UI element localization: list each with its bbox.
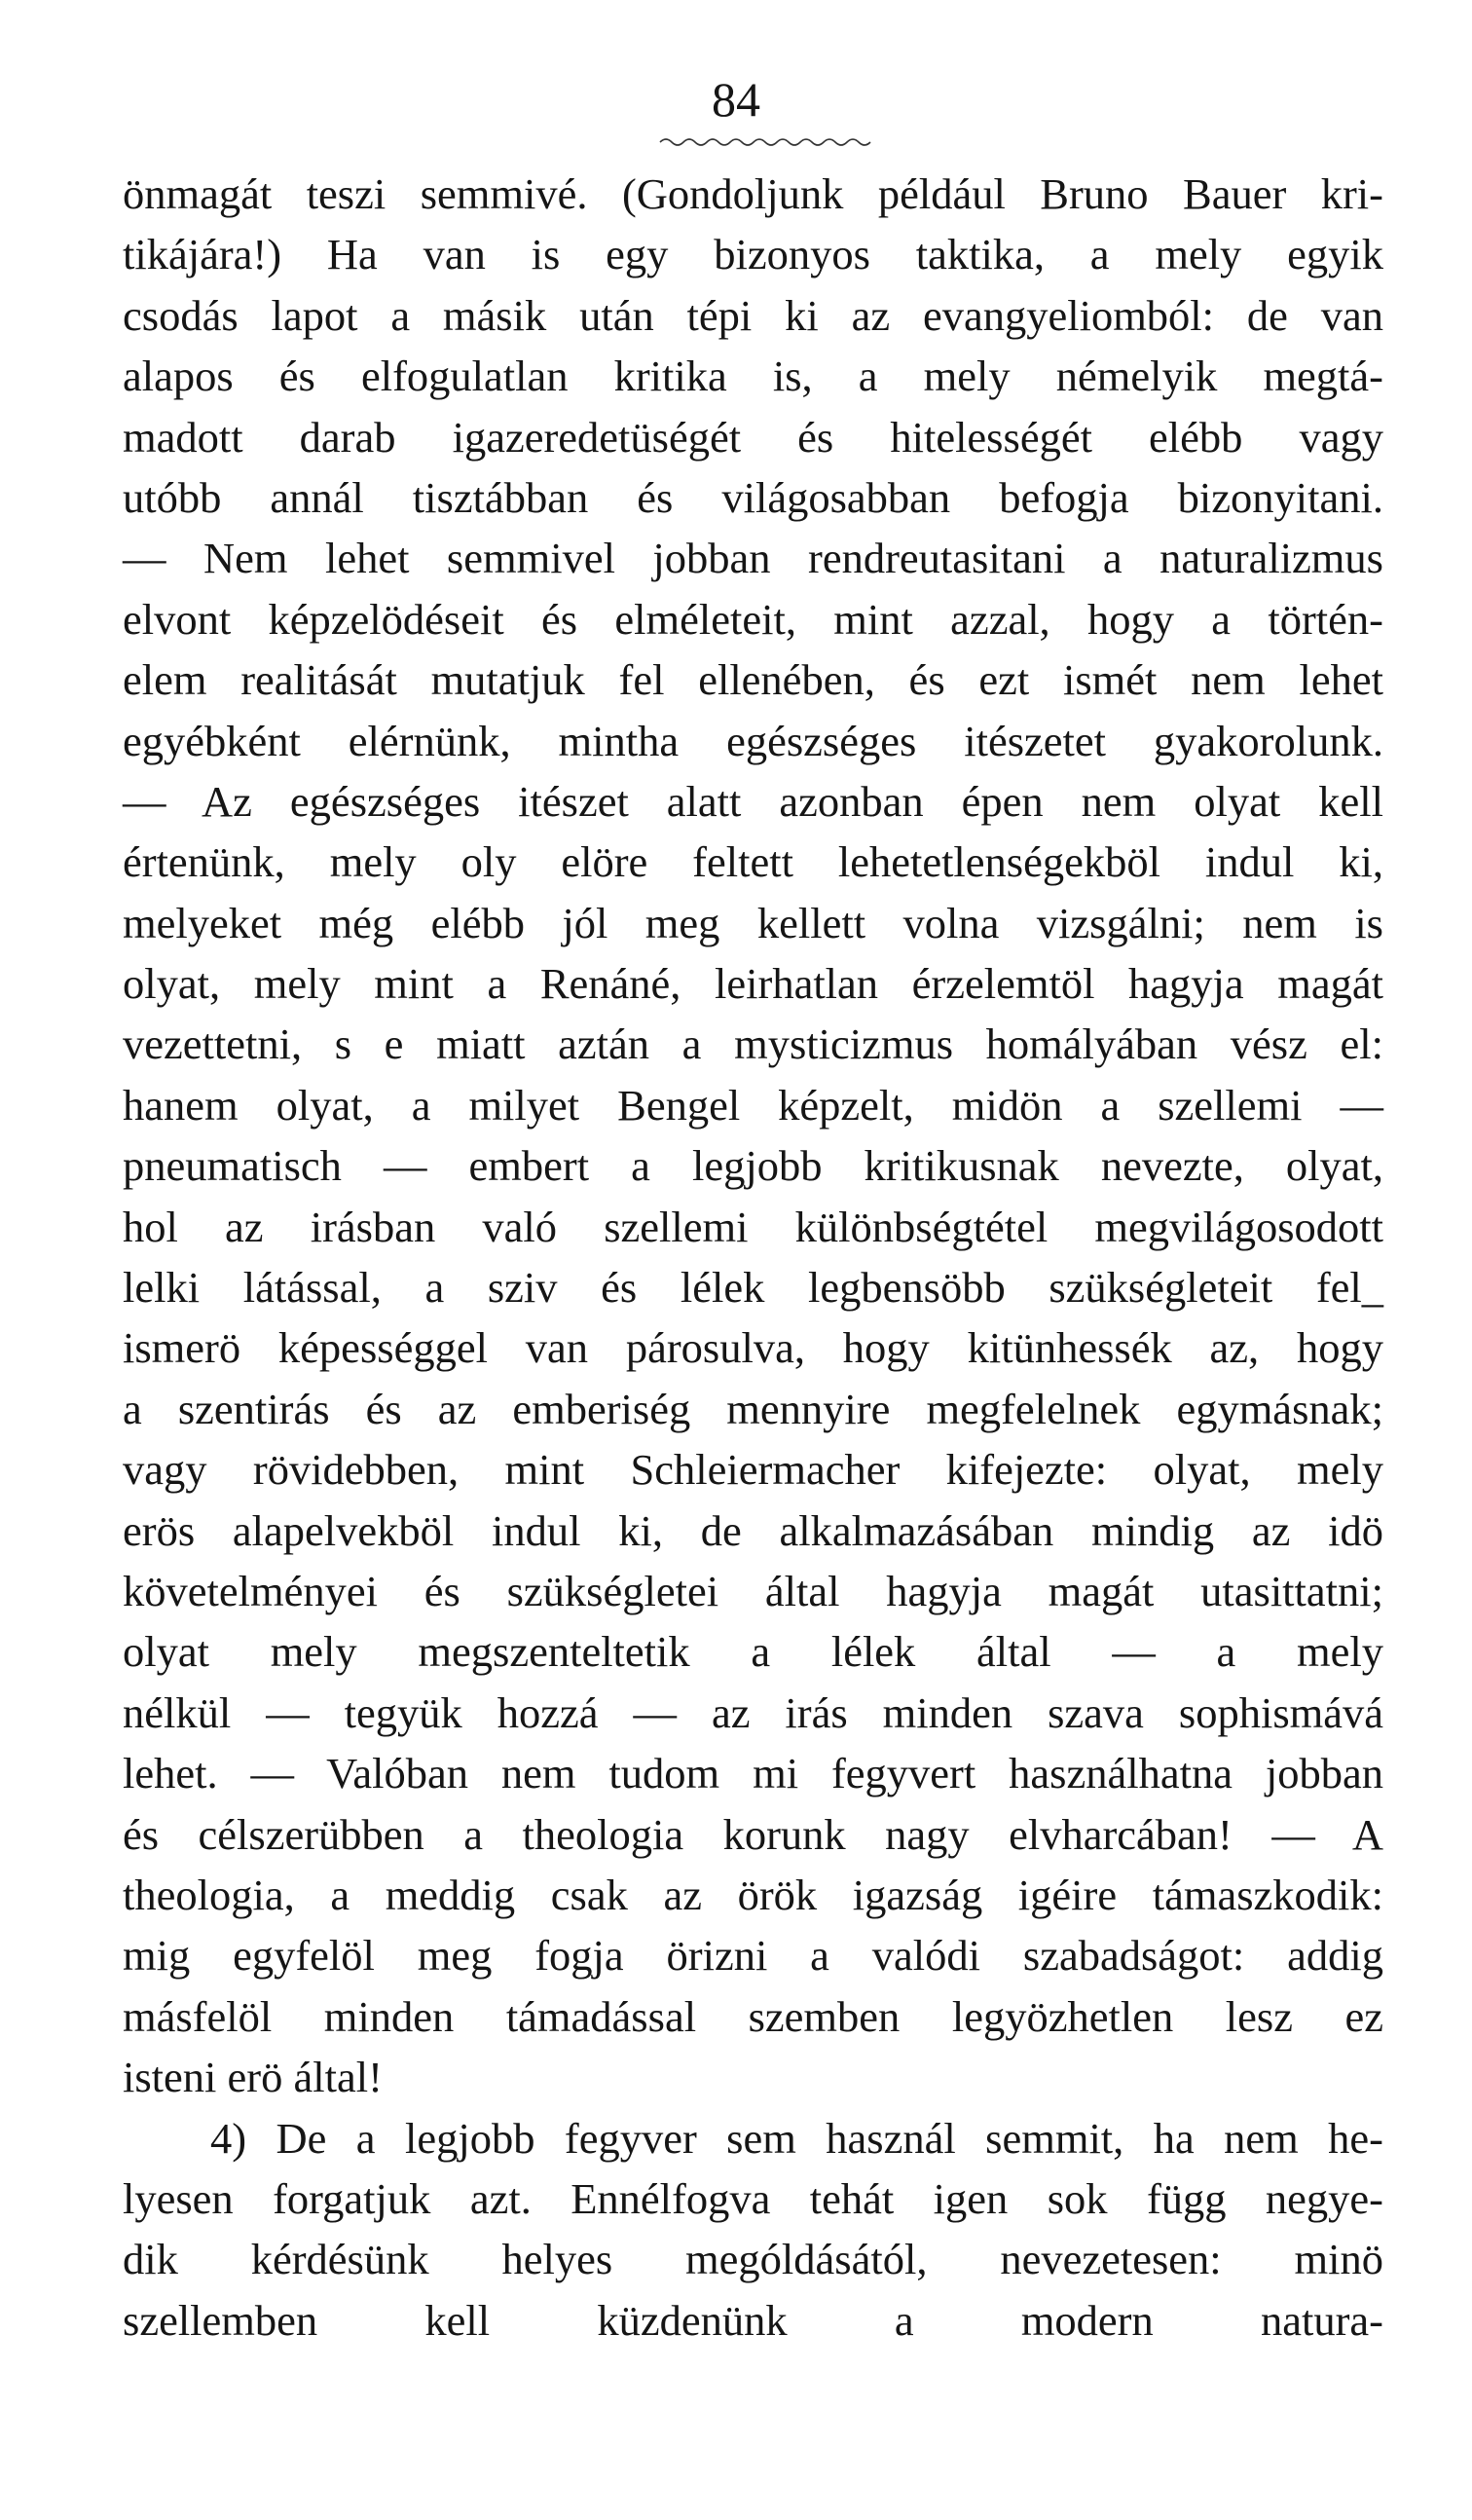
text-line: másfelöl minden támadással szemben legyözhetlen lesz ez <box>123 1991 1383 2041</box>
text-line: lelki látással, a sziv és lélek legbensöbb szükségleteit fel_ <box>123 1263 1383 1313</box>
text-line: ismerö képességgel van párosulva, hogy kitünhessék az, hogy <box>123 1323 1383 1373</box>
text-line: alapos és elfogulatlan kritika is, a mely némelyik megtá- <box>123 352 1383 401</box>
text-line: madott darab igazeredetüségét és hitelességét elébb vagy <box>123 412 1383 462</box>
text-line: önmagát teszi semmivé. (Gondoljunk például Bruno Bauer kri- <box>123 169 1383 218</box>
text-line: 4) De a legjobb fegyver sem használ semmit, ha nem he- <box>210 2113 1383 2163</box>
text-line: elem realitását mutatjuk fel ellenében, és ezt ismét nem lehet <box>123 655 1383 705</box>
text-line: elvont képzelödéseit és elméleteit, mint azzal, hogy a történ- <box>123 594 1383 644</box>
text-line: pneumatisch — embert a legjobb kritikusnak nevezte, olyat, <box>123 1141 1383 1191</box>
text-line: és célszerübben a theologia korunk nagy elvharcában! — A <box>123 1809 1383 1859</box>
text-line: lyesen forgatjuk azt. Ennélfogva tehát igen sok függ negye- <box>123 2173 1383 2223</box>
text-line: szellemben kell küzdenünk a modern natura- <box>123 2295 1383 2345</box>
text-line: olyat, mely mint a Renáné, leirhatlan érzelemtöl hagyja magát <box>123 959 1383 1009</box>
text-line: a szentirás és az emberiség mennyire megfelelnek egymásnak; <box>123 1384 1383 1433</box>
text-line: utóbb annál tisztábban és világosabban befogja bizonyitani. <box>123 472 1383 522</box>
text-line: értenünk, mely oly elöre feltett lehetetlenségekböl indul ki, <box>123 837 1383 887</box>
body-text <box>123 164 1383 2351</box>
text-line: lehet. — Valóban nem tudom mi fegyvert használhatna jobban <box>123 1749 1383 1798</box>
text-line: melyeket még elébb jól meg kellett volna vizsgálni; nem is <box>123 898 1383 947</box>
page-number-underline <box>658 134 872 148</box>
text-line: isteni erö által! <box>123 2053 383 2102</box>
text-line: mig egyfelöl meg fogja örizni a valódi szabadságot: addig <box>123 1931 1383 1981</box>
text-line: theologia, a meddig csak az örök igazság igéire támaszkodik: <box>123 1870 1383 1919</box>
text-line: hol az irásban való szellemi különbségtétel megvilágosodott <box>123 1202 1383 1251</box>
text-line: erös alapelvekböl indul ki, de alkalmazásában mindig az idö <box>123 1505 1383 1555</box>
text-line: tikájára!) Ha van is egy bizonyos taktika, a mely egyik <box>123 230 1383 279</box>
text-line: vagy rövidebben, mint Schleiermacher kifejezte: olyat, mely <box>123 1445 1383 1495</box>
text-line: dik kérdésünk helyes mególdásától, nevezetesen: minö <box>123 2235 1383 2284</box>
text-line: nélkül — tegyük hozzá — az irás minden szava sophismává <box>123 1687 1383 1737</box>
text-line: — Nem lehet semmivel jobban rendreutasitani a naturalizmus <box>123 534 1383 583</box>
text-line: csodás lapot a másik után tépi ki az evangyeliomból: de van <box>123 290 1383 340</box>
text-line: vezettetni, s e miatt aztán a mysticizmus homályában vész el: <box>123 1019 1383 1069</box>
text-line: követelményei és szükségletei által hagyja magát utasittatni; <box>123 1566 1383 1615</box>
text-line: olyat mely megszenteltetik a lélek által — a mely <box>123 1627 1383 1677</box>
text-line: — Az egészséges itészet alatt azonban épen nem olyat kell <box>123 776 1383 826</box>
text-line: hanem olyat, a milyet Bengel képzelt, midön a szellemi — <box>123 1080 1383 1130</box>
page-number: 84 <box>712 72 760 127</box>
text-line: egyébként elérnünk, mintha egészséges itészetet gyakorolunk. <box>123 716 1383 765</box>
